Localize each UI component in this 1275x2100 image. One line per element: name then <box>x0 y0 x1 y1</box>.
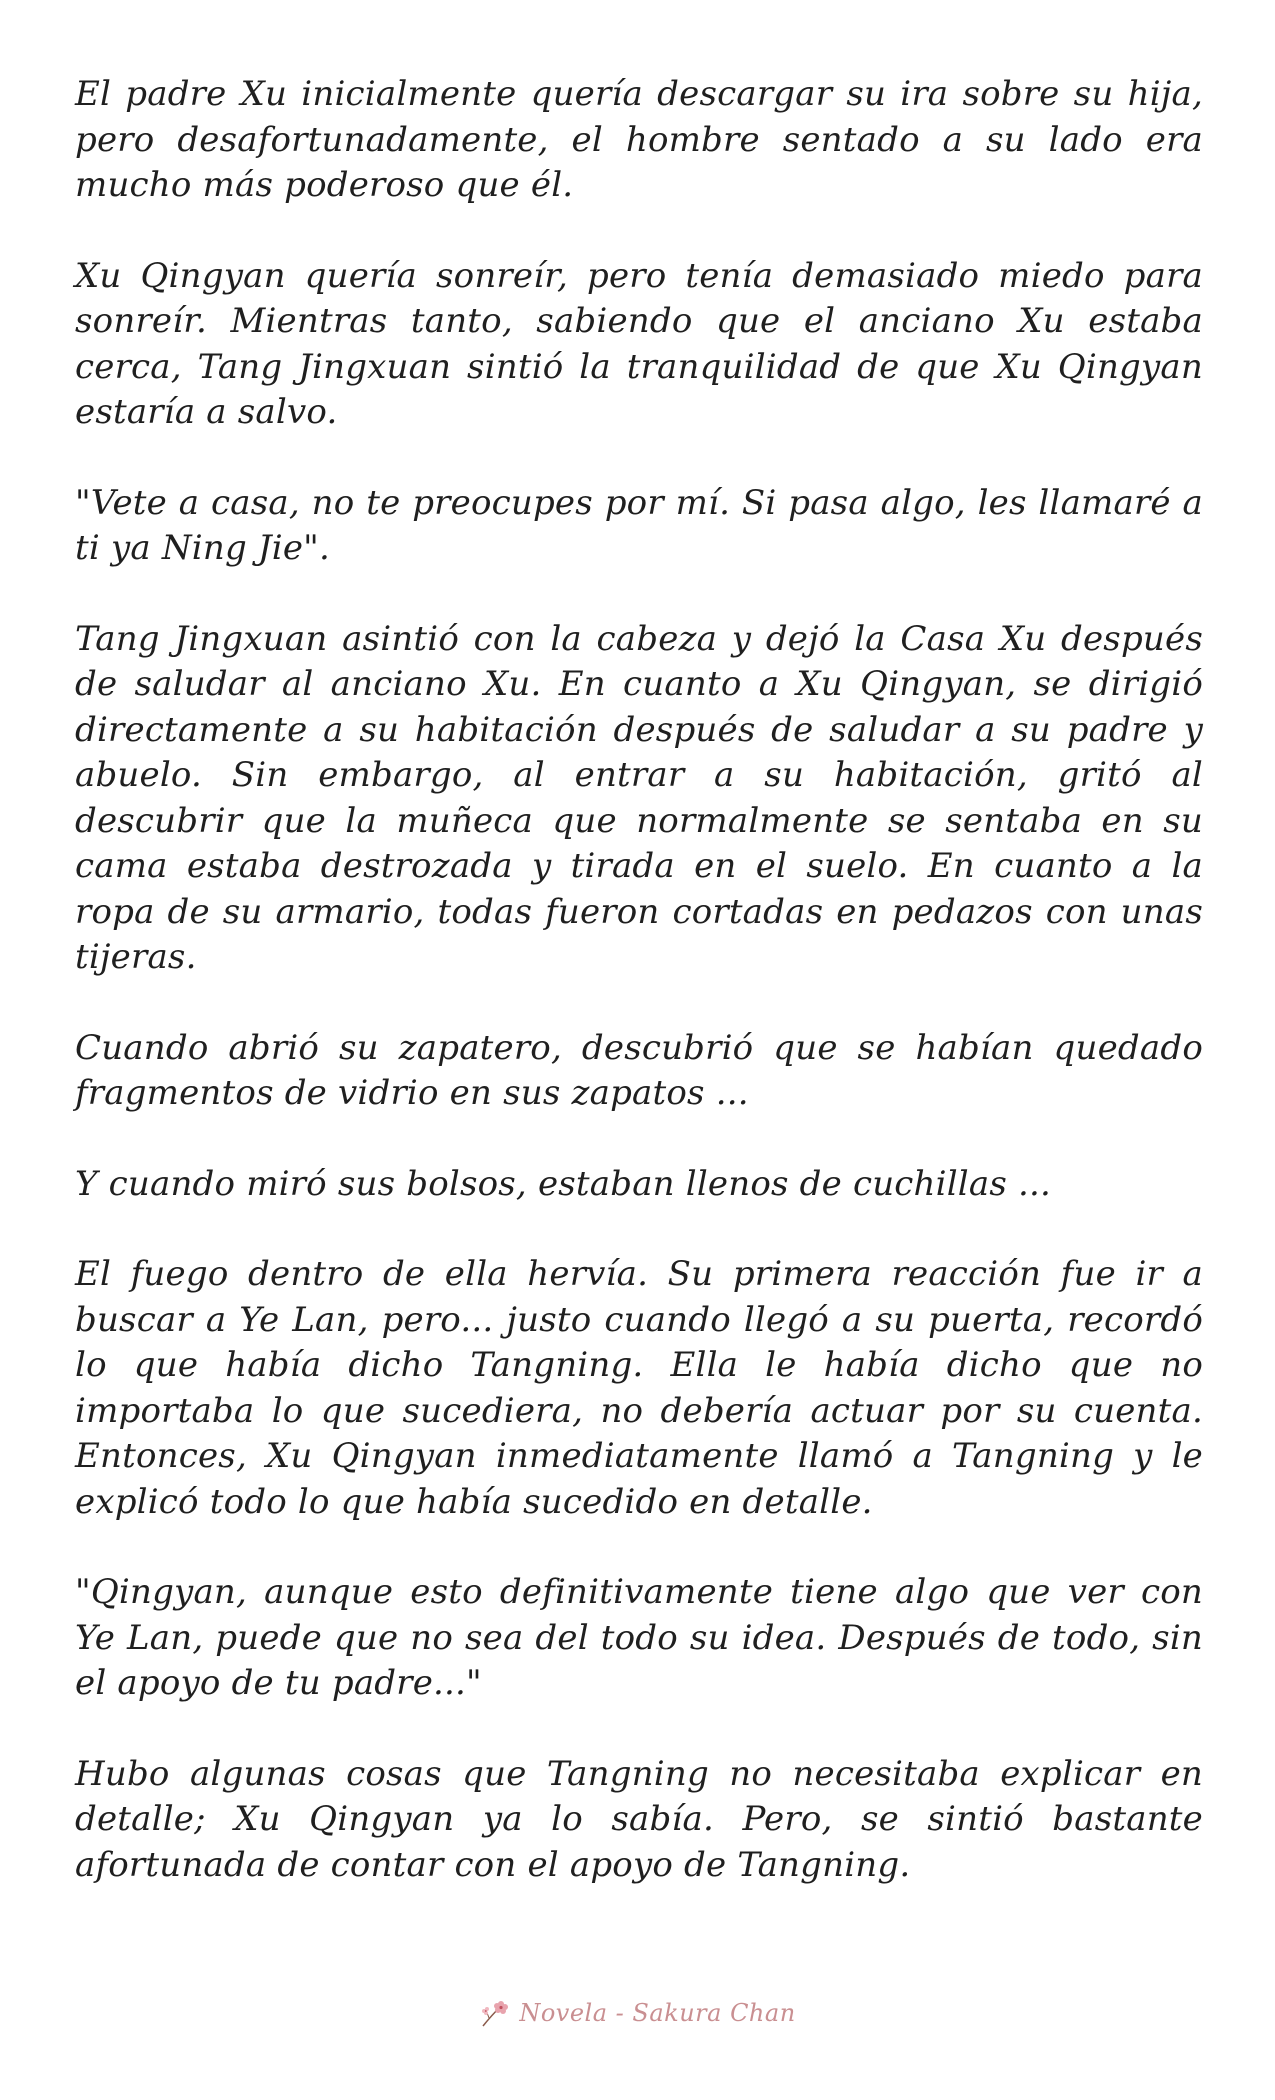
paragraph-5: Cuando abrió su zapatero, descubrió que se habían quedado fragmentos de vidrio en sus zapatos ... <box>75 1027 1203 1113</box>
paragraph-9: Hubo algunas cosas que Tangning no necesitaba explicar en detalle; Xu Qingyan ya lo sabía. Pero, se sintió bastante afortunada de contar con el apoyo de Tangning. <box>75 1753 1203 1885</box>
paragraph-2: Xu Qingyan quería sonreír, pero tenía demasiado miedo para sonreír. Mientras tanto, sabiendo que el anciano Xu estaba cerca, Tang Jingxuan sintió la tranquilidad de que Xu Qingyan estaría a salvo. <box>75 255 1203 432</box>
paragraph-8: "Qingyan, aunque esto definitivamente tiene algo que ver con Ye Lan, puede que no sea del todo su idea. Después de todo, sin el apoyo de tu padre..." <box>75 1572 1203 1703</box>
paragraph-3: "Vete a casa, no te preocupes por mí. Si pasa algo, les llamaré a ti ya Ning Jie". <box>75 482 1203 568</box>
document-body <box>75 72 1203 1933</box>
sakura-blossom-icon <box>479 1996 513 2030</box>
paragraph-1: El padre Xu inicialmente quería descargar su ira sobre su hija, pero desafortunadamente, el hombre sentado a su lado era mucho más poderoso que él. <box>75 74 1203 205</box>
footer-text: Novela - Sakura Chan <box>519 1999 796 2027</box>
paragraph-4: Tang Jingxuan asintió con la cabeza y dejó la Casa Xu después de saludar al anciano Xu. En cuanto a Xu Qingyan, se dirigió directamente a su habitación después de saludar a su padre y abuelo. Sin embargo, al entrar a su habitación, gritó al descubrir que la muñeca que normalmente se sentaba en su cama estaba destrozada y tirada en el suelo. En cuanto a la ropa de su armario, todas fueron cortadas en pedazos con unas tijeras. <box>75 618 1203 977</box>
paragraph-7: El fuego dentro de ella hervía. Su primera reacción fue ir a buscar a Ye Lan, pero... justo cuando llegó a su puerta, recordó lo que había dicho Tangning. Ella le había dicho que no importaba lo que sucediera, no debería actuar por su cuenta. Entonces, Xu Qingyan inmediatamente llamó a Tangning y le explicó todo lo que había sucedido en detalle. <box>75 1254 1203 1522</box>
footer-watermark <box>0 1996 1275 2030</box>
paragraph-6: Y cuando miró sus bolsos, estaban llenos de cuchillas ... <box>75 1163 1052 1204</box>
